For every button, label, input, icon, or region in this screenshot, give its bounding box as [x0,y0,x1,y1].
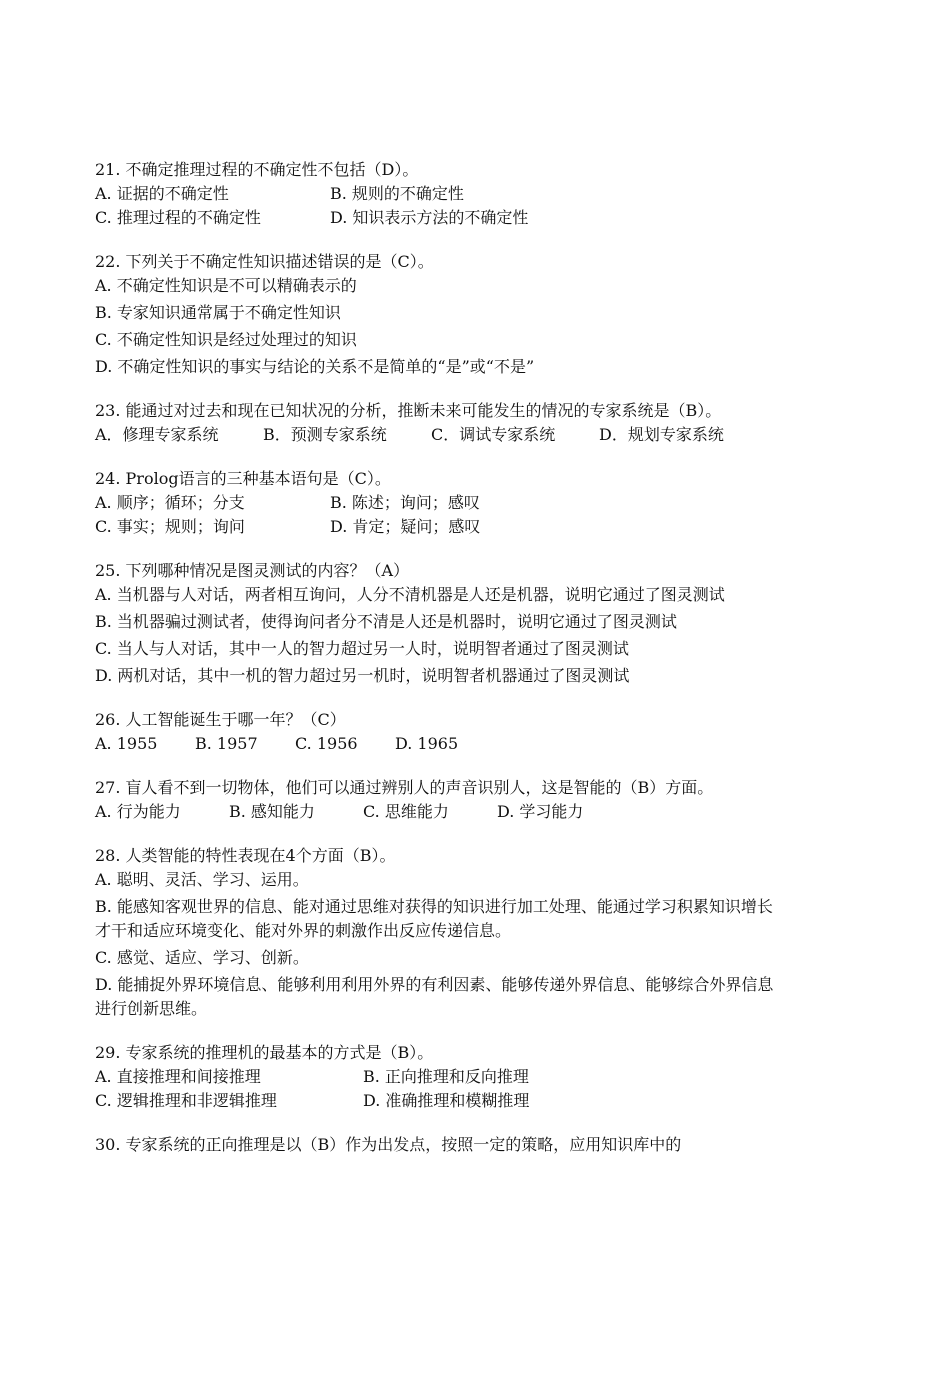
option-b: B. 专家知识通常属于不确定性知识 [95,303,341,322]
question-stem: 25. 下列哪种情况是图灵测试的内容？（A） [95,561,410,580]
option-a: A. 顺序；循环；分支 [95,493,245,512]
question-27 [95,776,775,824]
question-stem: 21. 不确定推理过程的不确定性不包括（D）。 [95,160,419,179]
option-a: A. 1955 [95,734,158,753]
question-stem: 24. Prolog语言的三种基本语句是（C）。 [95,469,391,488]
option-a: A．修理专家系统 [95,425,219,444]
question-stem: 26. 人工智能诞生于哪一年？（C） [95,710,346,729]
option-b: B. 当机器骗过测试者，使得询问者分不清是人还是机器时，说明它通过了图灵测试 [95,612,677,631]
option-c: C. 思维能力 [363,802,449,821]
option-a: A. 直接推理和间接推理 [95,1067,261,1086]
question-29 [95,1041,775,1113]
option-d: D. 准确推理和模糊推理 [363,1091,530,1110]
option-a: A. 证据的不确定性 [95,184,229,203]
options-row [95,732,775,756]
question-stem: 28. 人类智能的特性表现在4个方面（B）。 [95,846,396,865]
options-row [95,182,775,206]
option-c: C. 当人与人对话，其中一人的智力超过另一人时，说明智者通过了图灵测试 [95,639,629,658]
option-b: B．预测专家系统 [263,425,387,444]
options-row [95,423,775,447]
option-b: B. 规则的不确定性 [330,184,464,203]
question-22 [95,250,775,379]
options-row [95,1089,775,1113]
option-c: C. 推理过程的不确定性 [95,208,261,227]
option-d: D. 两机对话，其中一机的智力超过另一机时，说明智者机器通过了图灵测试 [95,666,630,685]
option-b: B. 陈述；询问；感叹 [330,493,480,512]
question-30 [95,1133,775,1157]
question-stem: 30. 专家系统的正向推理是以（B）作为出发点，按照一定的策略，应用知识库中的 [95,1135,682,1154]
options-row [95,800,775,824]
option-c: C. 1956 [295,734,358,753]
option-c: C. 不确定性知识是经过处理过的知识 [95,330,357,349]
option-d: D. 知识表示方法的不确定性 [330,208,529,227]
option-d: D．规划专家系统 [599,425,724,444]
options-row [95,206,775,230]
question-26 [95,708,775,756]
option-c: C．调试专家系统 [431,425,556,444]
options-row [95,1065,775,1089]
option-c: C. 逻辑推理和非逻辑推理 [95,1091,277,1110]
question-24 [95,467,775,539]
option-a: A. 不确定性知识是不可以精确表示的 [95,276,357,295]
options-row [95,491,775,515]
question-28 [95,844,775,1021]
option-b: B. 感知能力 [229,802,315,821]
option-b: B. 正向推理和反向推理 [363,1067,529,1086]
option-d: D. 1965 [395,734,459,753]
option-a: A. 当机器与人对话，两者相互询问，人分不清机器是人还是机器，说明它通过了图灵测试 [95,585,725,604]
option-d: D. 肯定；疑问；感叹 [330,517,481,536]
question-stem: 27. 盲人看不到一切物体，他们可以通过辨别人的声音识别人，这是智能的（B）方面。 [95,778,714,797]
document-page [95,158,775,1177]
option-c: C. 感觉、适应、学习、创新。 [95,948,309,967]
option-a: A. 聪明、灵活、学习、运用。 [95,870,309,889]
option-d: D. 学习能力 [497,802,584,821]
question-21 [95,158,775,230]
question-23 [95,399,775,447]
option-c: C. 事实；规则；询问 [95,517,245,536]
option-b: B. 1957 [195,734,258,753]
option-a: A. 行为能力 [95,802,181,821]
options-row [95,515,775,539]
question-25 [95,559,775,688]
option-d: D. 能捕捉外界环境信息、能够利用利用外界的有利因素、能够传递外界信息、能够综合外界信息进行创新思维。 [95,975,774,1018]
question-stem: 23. 能通过对过去和现在已知状况的分析，推断未来可能发生的情况的专家系统是（B）。 [95,401,722,420]
option-b: B. 能感知客观世界的信息、能对通过思维对获得的知识进行加工处理、能通过学习积累知识增长才干和适应环境变化、能对外界的刺激作出反应传递信息。 [95,897,773,940]
option-d: D. 不确定性知识的事实与结论的关系不是简单的“是”或“不是” [95,357,535,376]
question-stem: 22. 下列关于不确定性知识描述错误的是（C）。 [95,252,434,271]
question-stem: 29. 专家系统的推理机的最基本的方式是（B）。 [95,1043,434,1062]
